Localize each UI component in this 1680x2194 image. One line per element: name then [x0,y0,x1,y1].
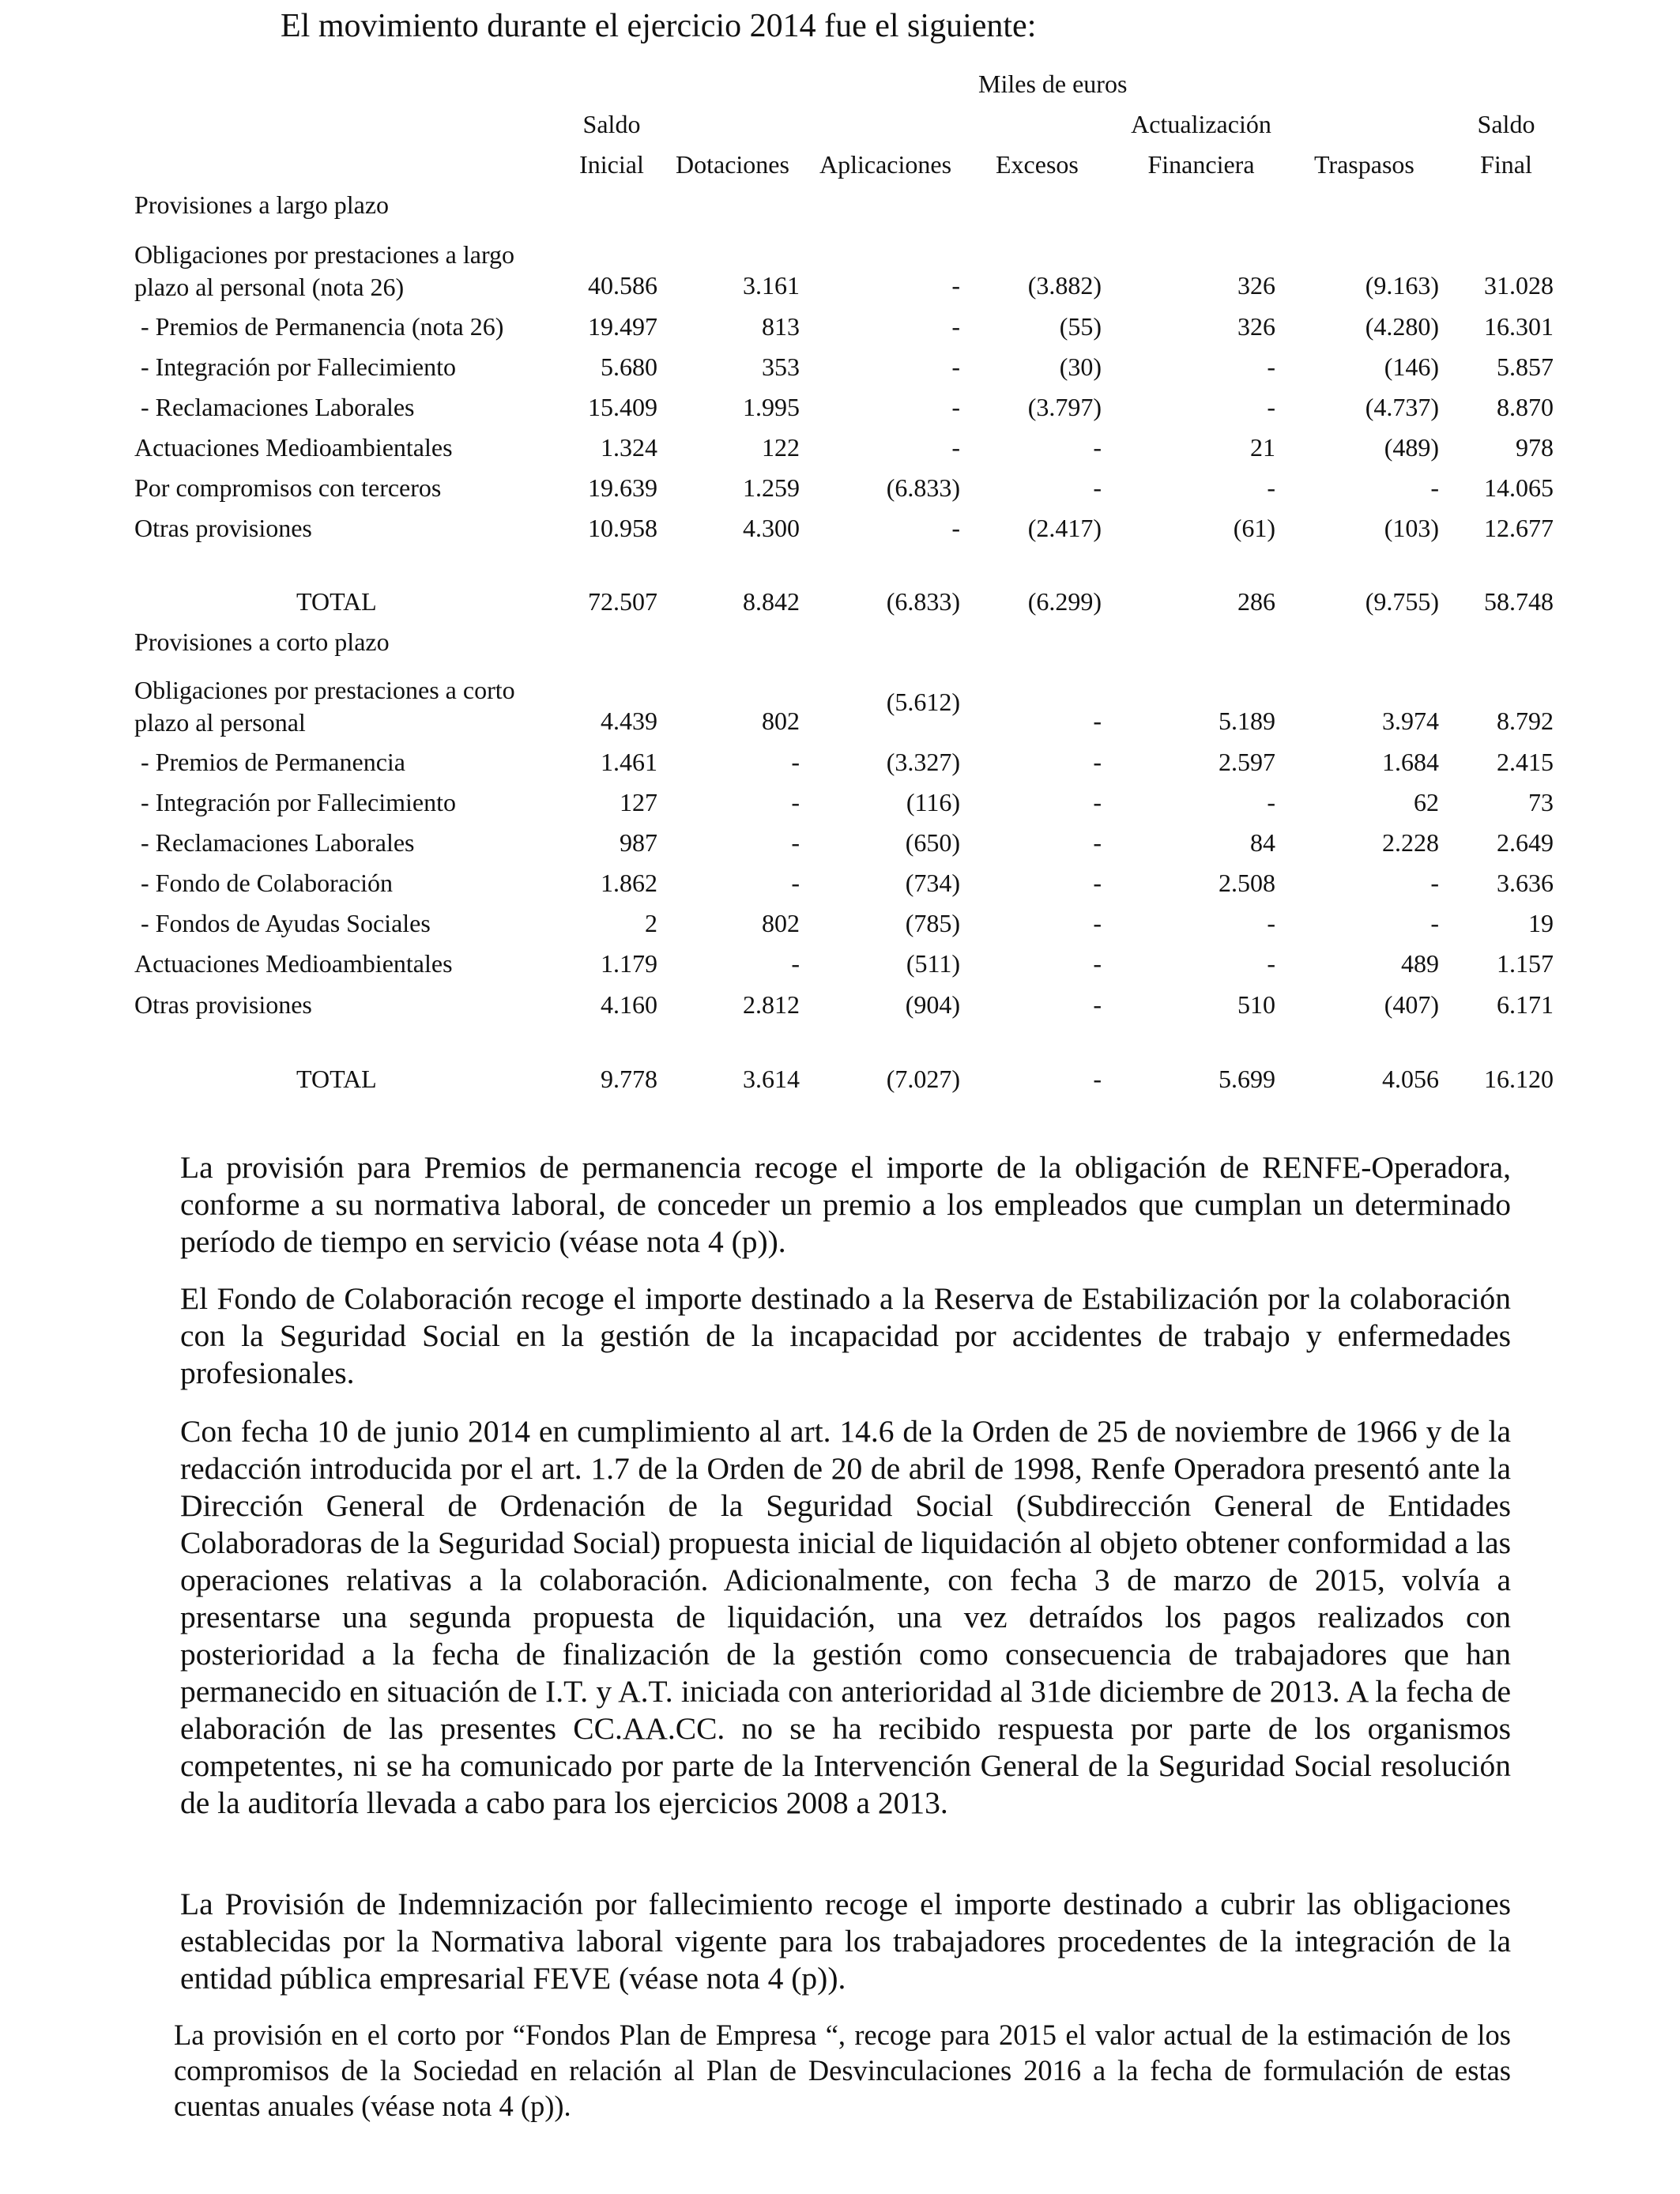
header-col1-line1: Saldo [582,110,641,138]
header-col5-line2: Financiera [1147,150,1255,179]
intro-text: El movimiento durante el ejercicio 2014 fue el siguiente: [281,8,1037,44]
paragraph-indemnizacion: La Provisión de Indemnización por fallecimiento recoge el importe destinado a cubrir las obligaciones establecidas por la Normativa laboral vigente para los trabajadores procedentes de la integración de la entidad pública empresarial FEVE (véase nota 4 (p)). [180,1887,1511,1996]
header-col7-line2: Final [1480,150,1532,179]
header-col6: Traspasos [1314,150,1414,179]
long-term-row-6: Otras provisiones 10.958 4.300 - (2.417) (61) (103) 12.677 [134,514,1554,542]
long-term-total: TOTAL 72.507 8.842 (6.833) (6.299) 286 (9.755) 58.748 [296,587,1554,616]
long-term-row-0-label: Obligaciones por prestaciones a largo plazo al personal (nota 26) [134,240,515,301]
units-label: Miles de euros [978,70,1128,98]
short-term-row-0: 4.439 802 (5.612) - 5.189 3.974 8.792 [601,688,1554,735]
paragraph-plan-empresa: La provisión en el corto por “Fondos Plan de Empresa “, recoge para 2015 el valor actual de la estimación de los compromisos de la Sociedad en relación al Plan de Desvinculaciones 2016 a la fecha de formulación de estas cuentas anuales (véase nota 4 (p)). [174,2019,1511,2122]
short-term-row-3: - Reclamaciones Laborales 987 - (650) - 84 2.228 2.649 [141,828,1554,857]
long-term-row-1: - Premios de Permanencia (nota 26) 19.497 813 - (55) 326 (4.280) 16.301 [141,312,1554,341]
paragraph-liquidacion: Con fecha 10 de junio 2014 en cumplimiento al art. 14.6 de la Orden de 25 de noviembre de 1966 y de la redacción introducida por el art. 1.7 de la Orden de 20 de abril de 1998, Renfe Operadora presentó ante la Dirección General de Ordenación de la Seguridad Social (Subdirección General de Entidades Colaboradoras de la Seguridad Social) propuesta inicial de liquidación al objeto obtener conformidad a las operaciones relativas a la colaboración. Adicionalmente, con fecha 3 de marzo de 2015, volvía a presentarse una segunda propuesta de liquidación, una vez detraídos los pagos realizados con posterioridad a la fecha de finalización de la gestión como consecuencia de trabajadores que han permanecido en situación de I.T. y A.T. iniciada con anterioridad al 31de diciembre de 2013. A la fecha de elaboración de las presentes CC.AA.CC. no se ha recibido respuesta por parte de los organismos competentes, ni se ha comunicado por parte de la Intervención General de la Seguridad Social resolución de la auditoría llevada a cabo para los ejercicios 2008 a 2013. [180,1414,1511,1820]
short-term-row-0-label: Obligaciones por prestaciones a corto plazo al personal [134,676,515,737]
short-term-row-1: - Premios de Permanencia 1.461 - (3.327) - 2.597 1.684 2.415 [141,748,1554,776]
header-col7-line1: Saldo [1477,110,1535,138]
long-term-title: Provisiones a largo plazo [134,190,390,219]
short-term-row-5: - Fondos de Ayudas Sociales 2 802 (785) - - - 19 [141,909,1554,937]
short-term-row-6: Actuaciones Medioambientales 1.179 - (511) - - 489 1.157 [134,949,1554,978]
long-term-row-5: Por compromisos con terceros 19.639 1.259 (6.833) - - - 14.065 [134,473,1554,502]
long-term-row-2: - Integración por Fallecimiento 5.680 353 - (30) - (146) 5.857 [141,352,1554,381]
header-col1-line2: Inicial [579,150,644,179]
header-col4: Excesos [996,150,1079,179]
short-term-row-2: - Integración por Fallecimiento 127 - (116) - - 62 73 [141,788,1554,816]
short-term-row-4: - Fondo de Colaboración 1.862 - (734) - 2.508 - 3.636 [141,869,1554,897]
header-col3: Aplicaciones [819,150,952,179]
long-term-row-4: Actuaciones Medioambientales 1.324 122 - - 21 (489) 978 [134,433,1554,462]
long-term-row-3: - Reclamaciones Laborales 15.409 1.995 - (3.797) - (4.737) 8.870 [141,393,1554,421]
header-col5-line1: Actualización [1131,110,1271,138]
short-term-title: Provisiones a corto plazo [134,628,390,656]
header-col2: Dotaciones [676,150,789,179]
long-term-row-0: 40.586 3.161 - (3.882) 326 (9.163) 31.028 [588,271,1554,300]
paragraph-premios: La provisión para Premios de permanencia recoge el importe de la obligación de RENFE-Operadora, conforme a su normativa laboral, de conceder un premio a los empleados que cumplan un determinado período de tiempo en servicio (véase nota 4 (p)). [180,1150,1511,1259]
short-term-row-7: Otras provisiones 4.160 2.812 (904) - 510 (407) 6.171 [134,990,1554,1019]
paragraph-fondo-colaboracion: El Fondo de Colaboración recoge el importe destinado a la Reserva de Estabilización por la colaboración con la Seguridad Social en la gestión de la incapacidad por accidentes de trabajo y enfermedades profesionales. [180,1281,1511,1390]
short-term-total: TOTAL 9.778 3.614 (7.027) - 5.699 4.056 16.120 [296,1065,1554,1093]
